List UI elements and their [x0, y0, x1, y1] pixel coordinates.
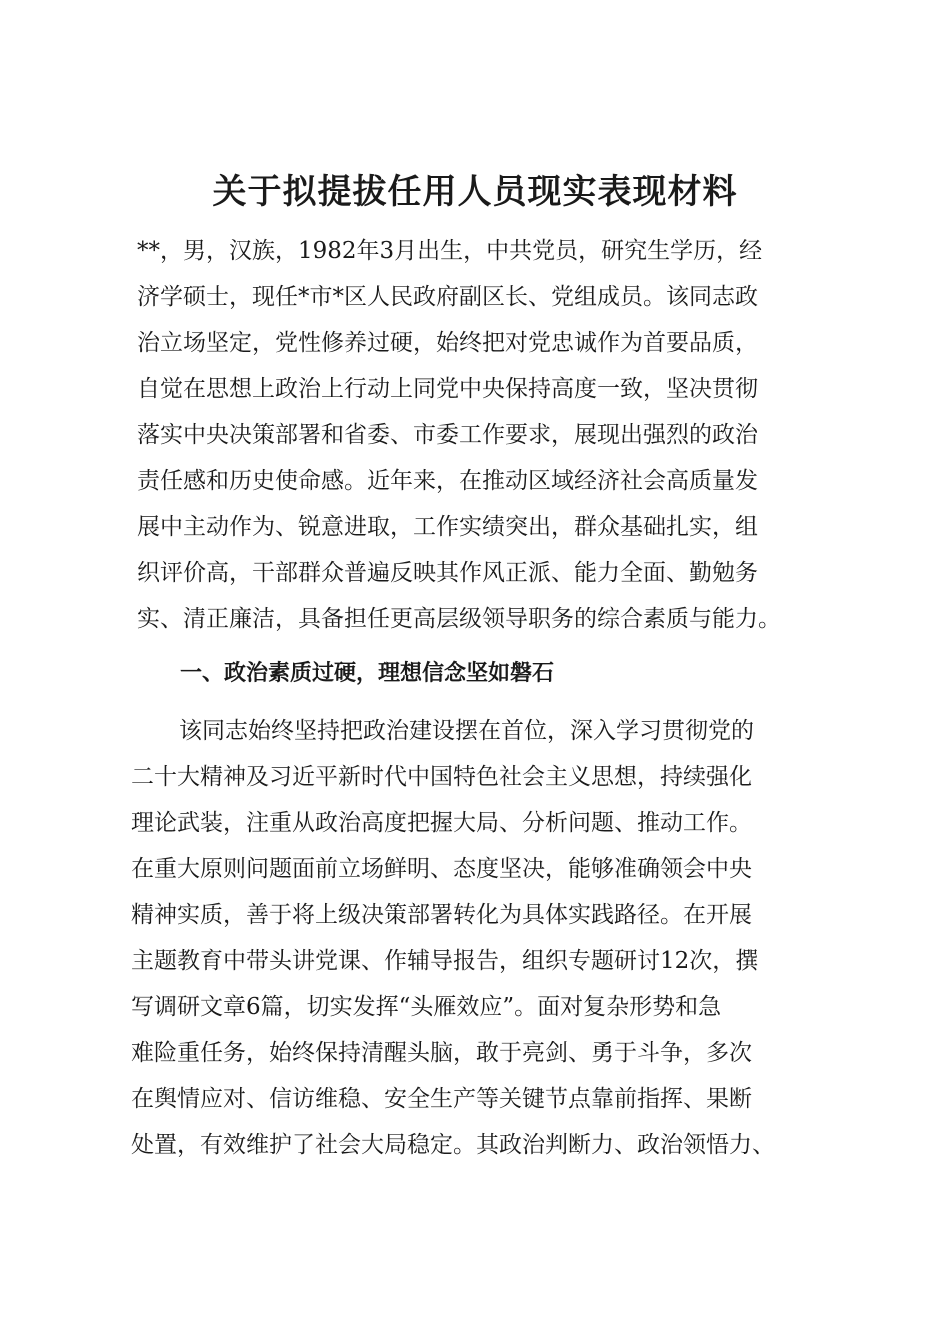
section-line: 在重大原则问题面前立场鲜明、态度坚决，能够准确领会中央 — [131, 856, 752, 882]
section-line: 理论武装，注重从政治高度把握大局、分析问题、推动工作。 — [131, 810, 752, 836]
intro-line: 织评价高，干部群众普遍反映其作风正派、能力全面、勤勉务 — [137, 560, 758, 586]
section-line: 处置，有效维护了社会大局稳定。其政治判断力、政治领悟力、 — [131, 1132, 775, 1158]
intro-line: 实、清正廉洁，具备担任更高层级领导职务的综合素质与能力。 — [137, 606, 781, 632]
section-line: 主题教育中带头讲党课、作辅导报告，组织专题研讨12次，撰 — [131, 948, 759, 974]
section-heading: 一、政治素质过硬，理想信念坚如磐石 — [180, 661, 555, 686]
intro-line: 济学硕士，现任*市*区人民政府副区长、党组成员。该同志政 — [137, 284, 758, 310]
section-line: 写调研文章6篇，切实发挥“头雁效应”。面对复杂形势和急 — [131, 994, 722, 1020]
section-line: 该同志始终坚持把政治建设摆在首位，深入学习贯彻党的 — [179, 718, 754, 744]
section-line: 二十大精神及习近平新时代中国特色社会主义思想，持续强化 — [131, 764, 752, 790]
intro-line: 落实中央决策部署和省委、市委工作要求，展现出强烈的政治 — [137, 422, 758, 448]
intro-line: 责任感和历史使命感。近年来，在推动区域经济社会高质量发 — [137, 468, 758, 494]
section-line: 在舆情应对、信访维稳、安全生产等关键节点靠前指挥、果断 — [131, 1086, 752, 1112]
document-title: 关于拟提拔任用人员现实表现材料 — [212, 172, 738, 212]
intro-line: 展中主动作为、锐意进取，工作实绩突出，群众基础扎实，组 — [137, 514, 758, 540]
intro-line: 治立场坚定，党性修养过硬，始终把对党忠诚作为首要品质， — [137, 330, 758, 356]
section-line: 精神实质，善于将上级决策部署转化为具体实践路径。在开展 — [131, 902, 752, 928]
intro-line: **，男，汉族，1982年3月出生，中共党员，研究生学历，经 — [137, 238, 763, 264]
section-line: 难险重任务，始终保持清醒头脑，敢于亮剑、勇于斗争，多次 — [131, 1040, 752, 1066]
intro-line: 自觉在思想上政治上行动上同党中央保持高度一致，坚决贯彻 — [137, 376, 758, 402]
